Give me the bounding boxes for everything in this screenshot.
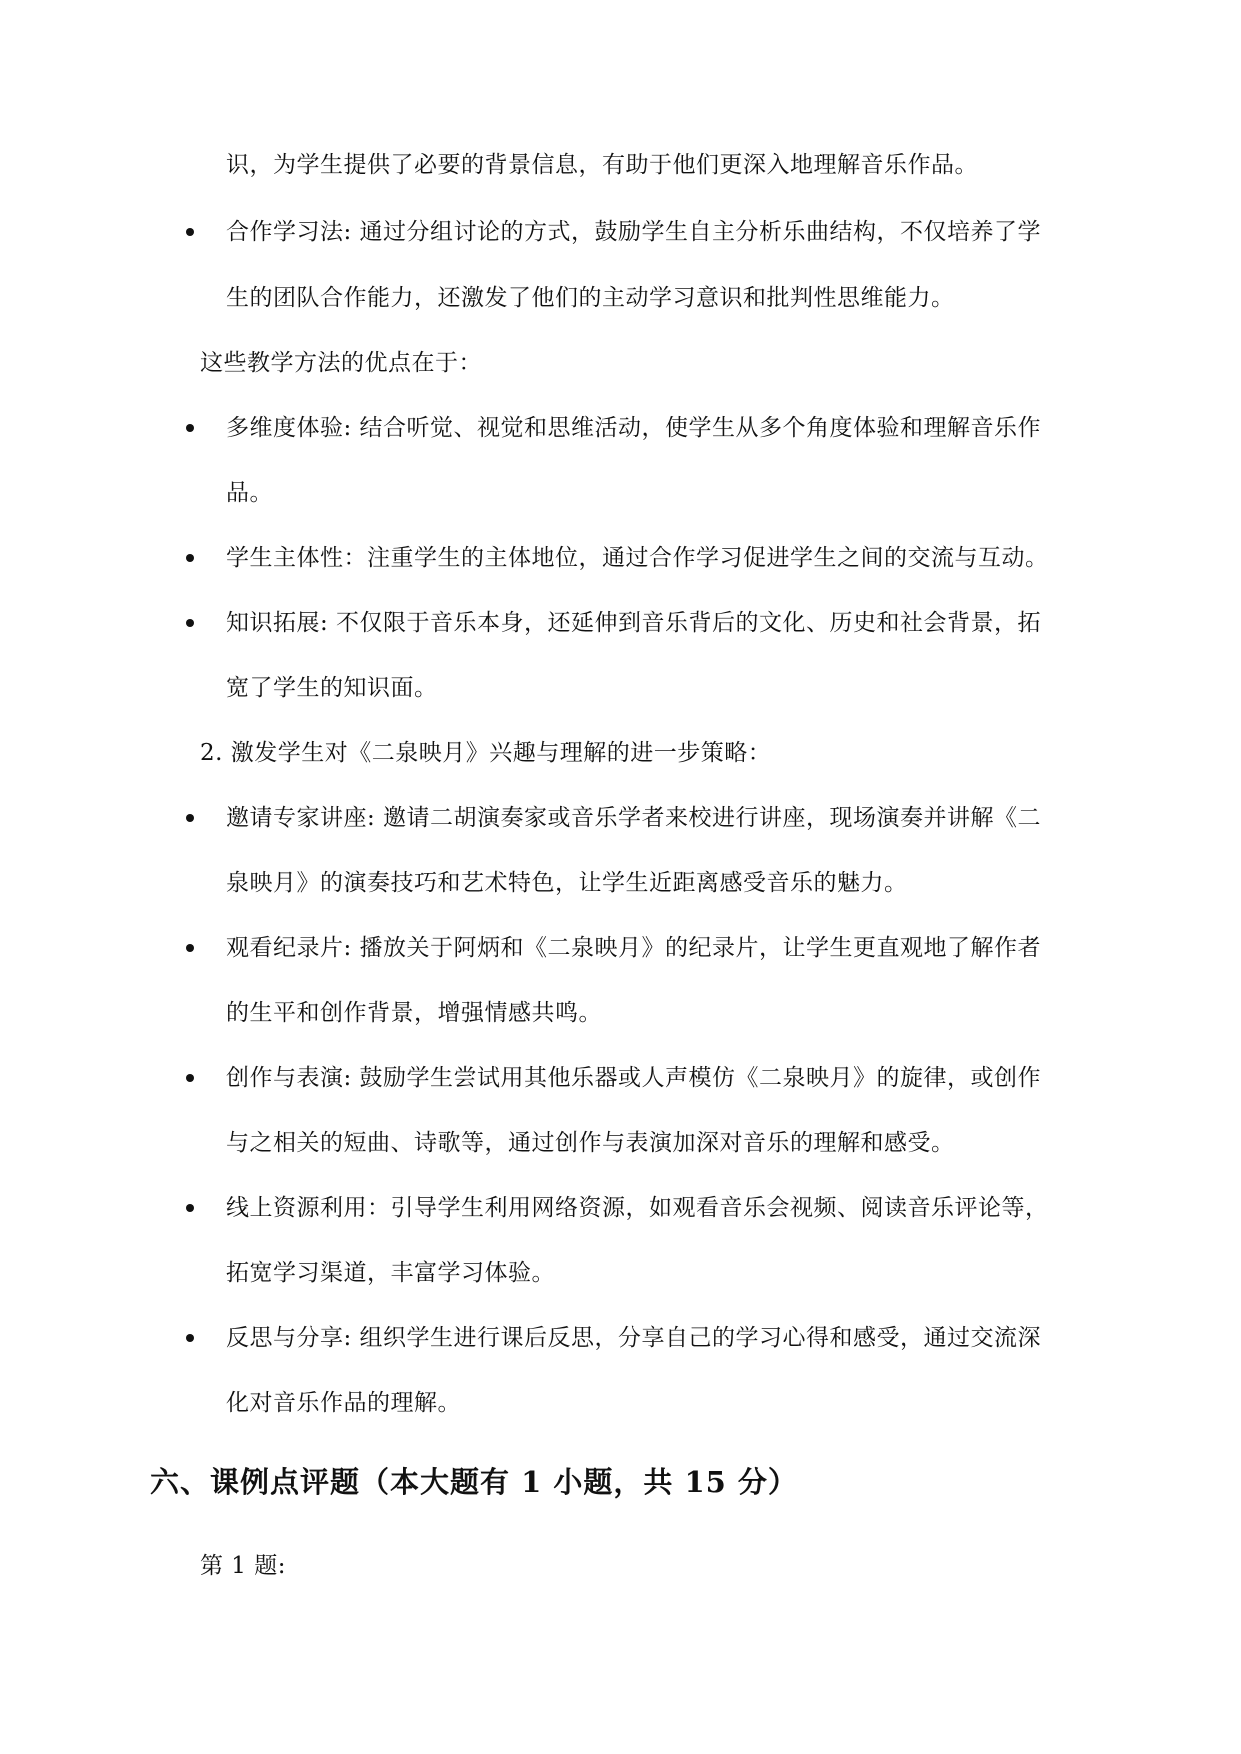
bullet-icon bbox=[186, 554, 194, 562]
bullet-icon bbox=[186, 814, 194, 822]
paragraph-line: 泉映月》的演奏技巧和艺术特色，让学生近距离感受音乐的魅力。 bbox=[226, 870, 908, 896]
paragraph-line: 拓宽学习渠道，丰富学习体验。 bbox=[226, 1260, 555, 1286]
numbered-item-2: 2. 激发学生对《二泉映月》兴趣与理解的进一步策略： bbox=[200, 740, 772, 766]
bullet-icon bbox=[186, 1074, 194, 1082]
question-label: 第 1 题: bbox=[200, 1553, 287, 1579]
paragraph-line: 品。 bbox=[226, 480, 273, 506]
list-item-multidimensional: 多维度体验: 结合听觉、视觉和思维活动，使学生从多个角度体验和理解音乐作 bbox=[226, 415, 1042, 441]
list-item-knowledge-expansion: 知识拓展: 不仅限于音乐本身，还延伸到音乐背后的文化、历史和社会背景，拓 bbox=[226, 610, 1042, 636]
list-item-student-centered: 学生主体性：注重学生的主体地位，通过合作学习促进学生之间的交流与互动。 bbox=[226, 545, 1049, 571]
list-item-documentary: 观看纪录片: 播放关于阿炳和《二泉映月》的纪录片，让学生更直观地了解作者 bbox=[226, 935, 1042, 961]
bullet-icon bbox=[186, 944, 194, 952]
list-item-reflection-sharing: 反思与分享: 组织学生进行课后反思，分享自己的学习心得和感受，通过交流深 bbox=[226, 1325, 1042, 1351]
bullet-icon bbox=[186, 228, 194, 236]
list-item-expert-lecture: 邀请专家讲座: 邀请二胡演奏家或音乐学者来校进行讲座，现场演奏并讲解《二 bbox=[226, 805, 1042, 831]
bullet-icon bbox=[186, 424, 194, 432]
paragraph-line: 宽了学生的知识面。 bbox=[226, 675, 438, 701]
paragraph-intro: 这些教学方法的优点在于： bbox=[200, 350, 482, 376]
paragraph-line: 的生平和创作背景，增强情感共鸣。 bbox=[226, 1000, 602, 1026]
bullet-icon bbox=[186, 1204, 194, 1212]
paragraph-line: 与之相关的短曲、诗歌等，通过创作与表演加深对音乐的理解和感受。 bbox=[226, 1130, 955, 1156]
bullet-icon bbox=[186, 619, 194, 627]
list-item-cooperative-learning: 合作学习法: 通过分组讨论的方式，鼓励学生自主分析乐曲结构，不仅培养了学 bbox=[226, 219, 1042, 245]
paragraph-line: 识，为学生提供了必要的背景信息，有助于他们更深入地理解音乐作品。 bbox=[226, 152, 978, 178]
paragraph-line: 生的团队合作能力，还激发了他们的主动学习意识和批判性思维能力。 bbox=[226, 285, 955, 311]
bullet-icon bbox=[186, 1334, 194, 1342]
section-heading: 六、课例点评题（本大题有 1 小题，共 15 分） bbox=[150, 1465, 798, 1499]
paragraph-line: 化对音乐作品的理解。 bbox=[226, 1390, 461, 1416]
list-item-creation-performance: 创作与表演: 鼓励学生尝试用其他乐器或人声模仿《二泉映月》的旋律，或创作 bbox=[226, 1065, 1042, 1091]
list-item-online-resources: 线上资源利用：引导学生利用网络资源，如观看音乐会视频、阅读音乐评论等， bbox=[226, 1195, 1049, 1221]
